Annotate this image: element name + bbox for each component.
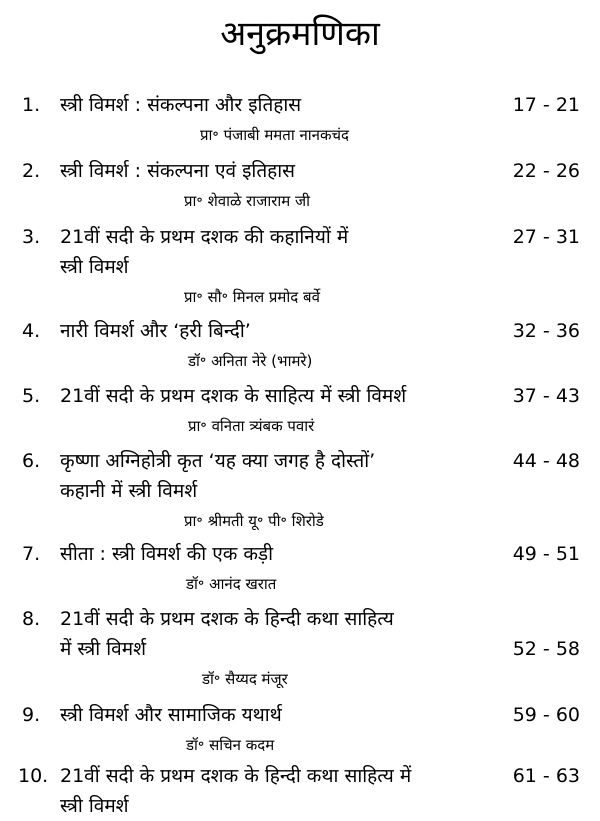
- entry-title: 21वीं सदी के प्रथम दशक के साहित्य में स्त्री विमर्श: [60, 385, 407, 407]
- entry-pages: 49 - 51: [512, 543, 580, 565]
- entry-number: 3.: [22, 226, 41, 248]
- entry-author: डॉ॰ सचिन कदम: [186, 736, 275, 754]
- page-title: अनुक्रमणिका: [220, 14, 380, 54]
- entry-author: डॉ॰ आनंद खरात: [186, 575, 277, 593]
- entry-author: डॉ॰ अनिता नेरे (भामरे): [188, 352, 313, 370]
- entry-author: प्रा॰ शेवाळे राजाराम जी: [184, 192, 310, 210]
- entry-number: 6.: [22, 450, 41, 472]
- entry-title: नारी विमर्श और ‘हरी बिन्दी’: [60, 320, 251, 342]
- entry-pages: 44 - 48: [512, 450, 580, 472]
- entry-pages: 61 - 63: [512, 765, 580, 787]
- entry-title: 21वीं सदी के प्रथम दशक के हिन्दी कथा साहित्य में स्त्री विमर्श: [60, 765, 412, 817]
- entry-author: प्रा॰ वनिता त्र्यंबक पवारं: [188, 417, 315, 435]
- entry-author: डॉ॰ सैय्यद मंजूर: [202, 670, 288, 688]
- entry-title: स्त्री विमर्श : संकल्पना और इतिहास: [60, 94, 302, 116]
- entry-number: 5.: [22, 385, 41, 407]
- entry-author: प्रा॰ सौ॰ मिनल प्रमोद बर्वे: [184, 288, 320, 306]
- entry-number: 1.: [22, 94, 41, 116]
- entry-number: 4.: [22, 320, 41, 342]
- entry-title: स्त्री विमर्श और सामाजिक यथार्थ: [60, 704, 282, 726]
- entry-author: प्रा॰ श्रीमती यू॰ पी॰ शिरोडे: [184, 512, 324, 530]
- entry-title: 21वीं सदी के प्रथम दशक के हिन्दी कथा साहित्य में स्त्री विमर्श: [60, 608, 394, 660]
- entry-number: 2.: [22, 160, 41, 182]
- entry-title: कृष्णा अग्निहोत्री कृत ‘यह क्या जगह है दोस्तों’ कहानी में स्त्री विमर्श: [60, 450, 376, 502]
- entry-title: सीता : स्त्री विमर्श की एक कड़ी: [60, 543, 274, 565]
- entry-number: 9.: [22, 704, 41, 726]
- entry-pages: 17 - 21: [512, 94, 580, 116]
- entry-pages: 27 - 31: [512, 226, 580, 248]
- entry-pages: 32 - 36: [512, 320, 580, 342]
- entry-author: प्रा॰ पंजाबी ममता नानकचंद: [200, 126, 350, 144]
- entry-pages: 52 - 58: [512, 638, 580, 660]
- entry-title: स्त्री विमर्श : संकल्पना एवं इतिहास: [60, 160, 296, 182]
- entry-number: 8.: [22, 608, 41, 630]
- entry-number: 7.: [22, 543, 41, 565]
- entry-number: 10.: [18, 765, 49, 787]
- entry-title: 21वीं सदी के प्रथम दशक की कहानियों में स्त्री विमर्श: [60, 226, 349, 278]
- entry-pages: 37 - 43: [512, 385, 580, 407]
- entry-pages: 59 - 60: [512, 704, 580, 726]
- entry-pages: 22 - 26: [512, 160, 580, 182]
